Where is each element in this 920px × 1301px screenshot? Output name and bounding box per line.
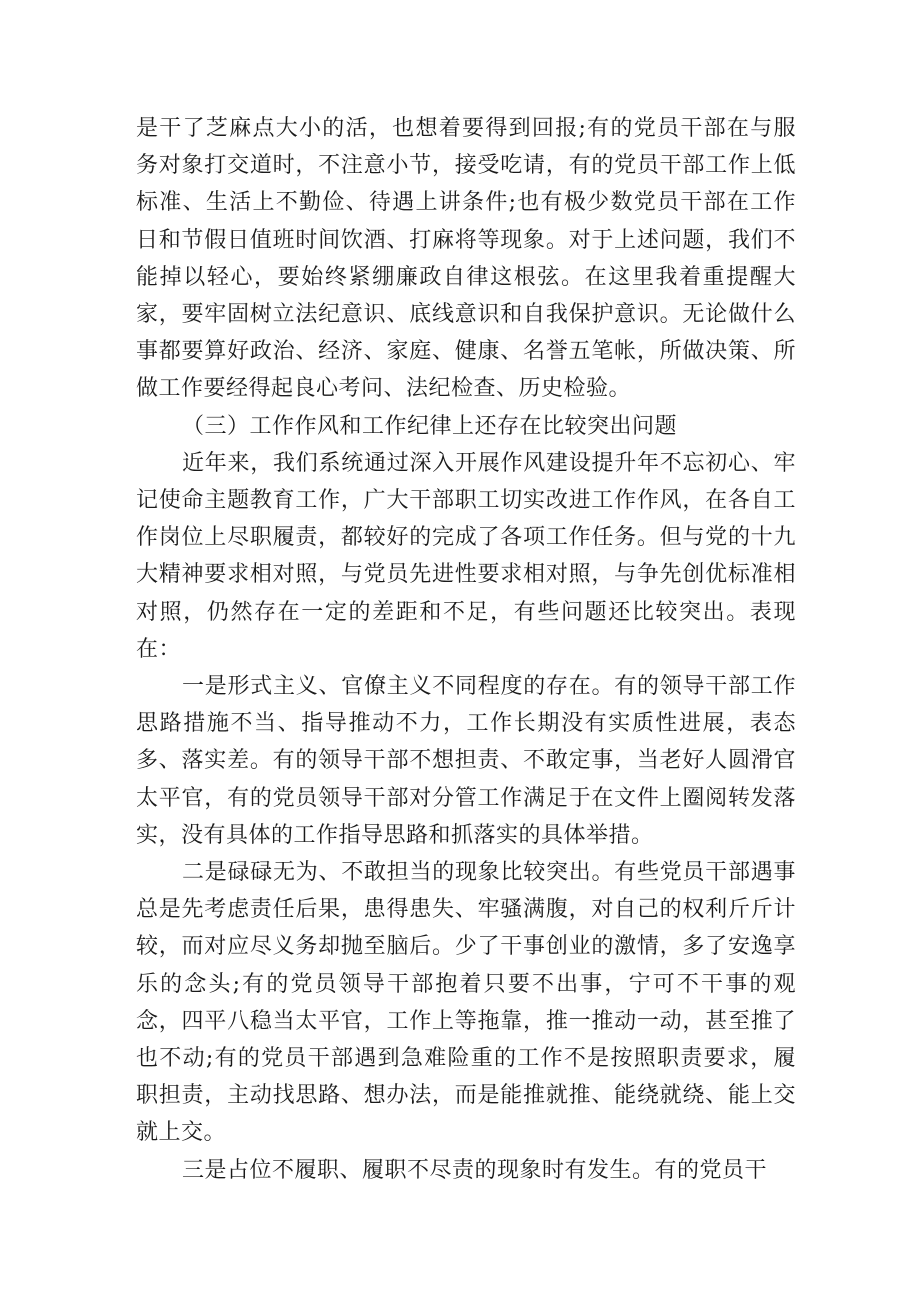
paragraph: 三是占位不履职、履职不尽责的现象时有发生。有的党员干: [182, 1157, 768, 1183]
section-heading: （三）工作作风和工作纪律上还存在比较突出问题: [182, 413, 678, 439]
paragraph: 一是形式主义、官僚主义不同程度的存在。有的领导干部工作思路措施不当、指导推动不力，工作长期没有实质性进展，表态多、落实差。有的领导干部不想担责、不敢定事，当老好人圆滑官太平官，有的党员领导干部对分管工作满足于在文件上圈阅转发落实，没有具体的工作指导思路和抓落实的具体举措。: [136, 674, 796, 848]
paragraph-continuation: 是干了芝麻点大小的活，也想着要得到回报;有的党员干部在与服务对象打交道时，不注意小节，接受吃请，有的党员干部工作上低标准、生活上不勤俭、待遇上讲条件;也有极少数党员干部在工作日和节假日值班时间饮酒、打麻将等现象。对于上述问题，我们不能掉以轻心，要始终紧绷廉政自律这根弦。在这里我着重提醒大家，要牢固树立法纪意识、底线意识和自我保护意识。无论做什么事都要算好政治、经济、家庭、健康、名誉五笔帐，所做决策、所做工作要经得起良心考问、法纪检查、历史检验。: [136, 116, 796, 402]
paragraph: 近年来，我们系统通过深入开展作风建设提升年不忘初心、牢记使命主题教育工作，广大干部职工切实改进工作作风，在各自工作岗位上尽职履责，都较好的完成了各项工作任务。但与党的十九大精神要求相对照，与党员先进性要求相对照，与争先创优标准相对照，仍然存在一定的差距和不足，有些问题还比较突出。表现在：: [136, 450, 796, 662]
document-body: [136, 110, 796, 1189]
paragraph: 二是碌碌无为、不敢担当的现象比较突出。有些党员干部遇事总是先考虑责任后果，患得患失、牢骚满腹，对自己的权利斤斤计较，而对应尽义务却抛至脑后。少了干事创业的激情，多了安逸享乐的念头;有的党员领导干部抱着只要不出事，宁可不干事的观念，四平八稳当太平官，工作上等拖靠，推一推动一动，甚至推了也不动;有的党员干部遇到急难险重的工作不是按照职责要求，履职担责，主动找思路、想办法，而是能推就推、能绕就绕、能上交就上交。: [136, 860, 796, 1146]
